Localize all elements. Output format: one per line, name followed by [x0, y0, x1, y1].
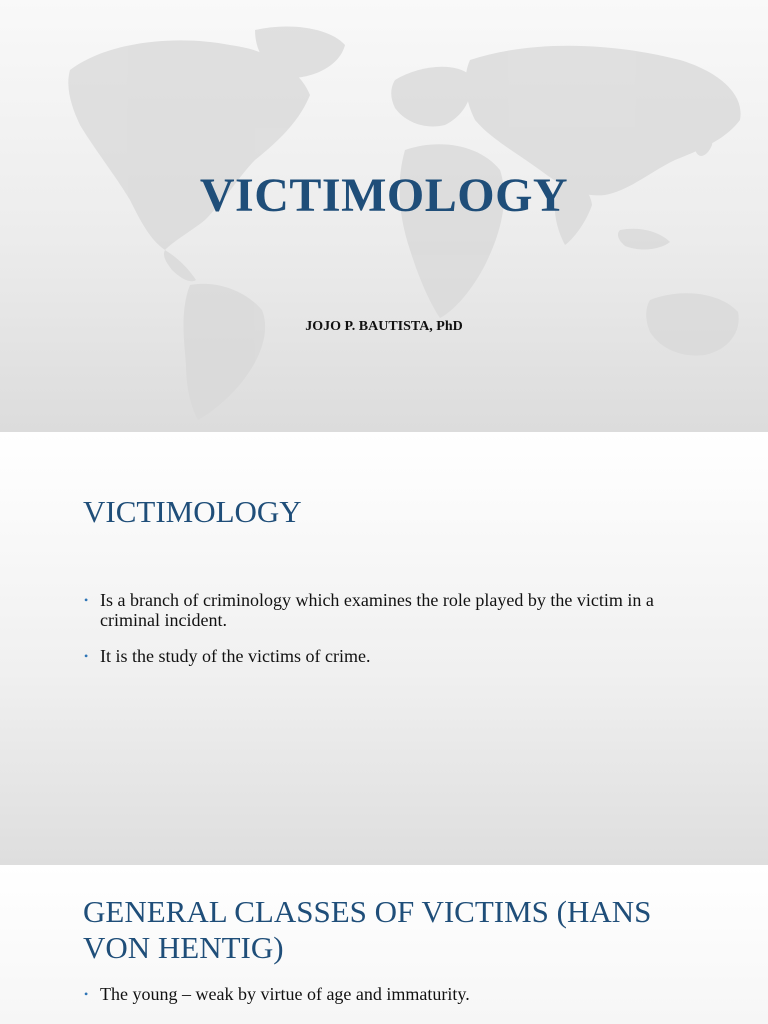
classes-slide	[0, 866, 768, 1024]
presentation-title: VICTIMOLOGY	[199, 169, 569, 222]
list-item	[83, 984, 693, 1004]
bullet-list	[83, 590, 693, 682]
bullet-list	[83, 984, 693, 1020]
slide-heading: VICTIMOLOGY	[83, 494, 302, 529]
list-item	[83, 646, 693, 666]
list-item-text: It is the study of the victims of crime.	[100, 646, 371, 666]
slide-heading: GENERAL CLASSES OF VICTIMS (HANS VON HENTIG)	[83, 894, 652, 965]
list-item-text: The young – weak by virtue of age and immaturity.	[100, 984, 470, 1004]
list-item-text: Is a branch of criminology which examines the role played by the victim in a criminal incident.	[100, 590, 654, 630]
bullet-dot-icon: •	[84, 593, 89, 607]
list-item	[83, 590, 693, 630]
presentation-author: JOJO P. BAUTISTA, PhD	[305, 319, 463, 334]
bullet-dot-icon: •	[84, 987, 89, 1001]
bullet-dot-icon: •	[84, 649, 89, 663]
title-slide	[0, 0, 768, 432]
definition-slide	[0, 433, 768, 865]
